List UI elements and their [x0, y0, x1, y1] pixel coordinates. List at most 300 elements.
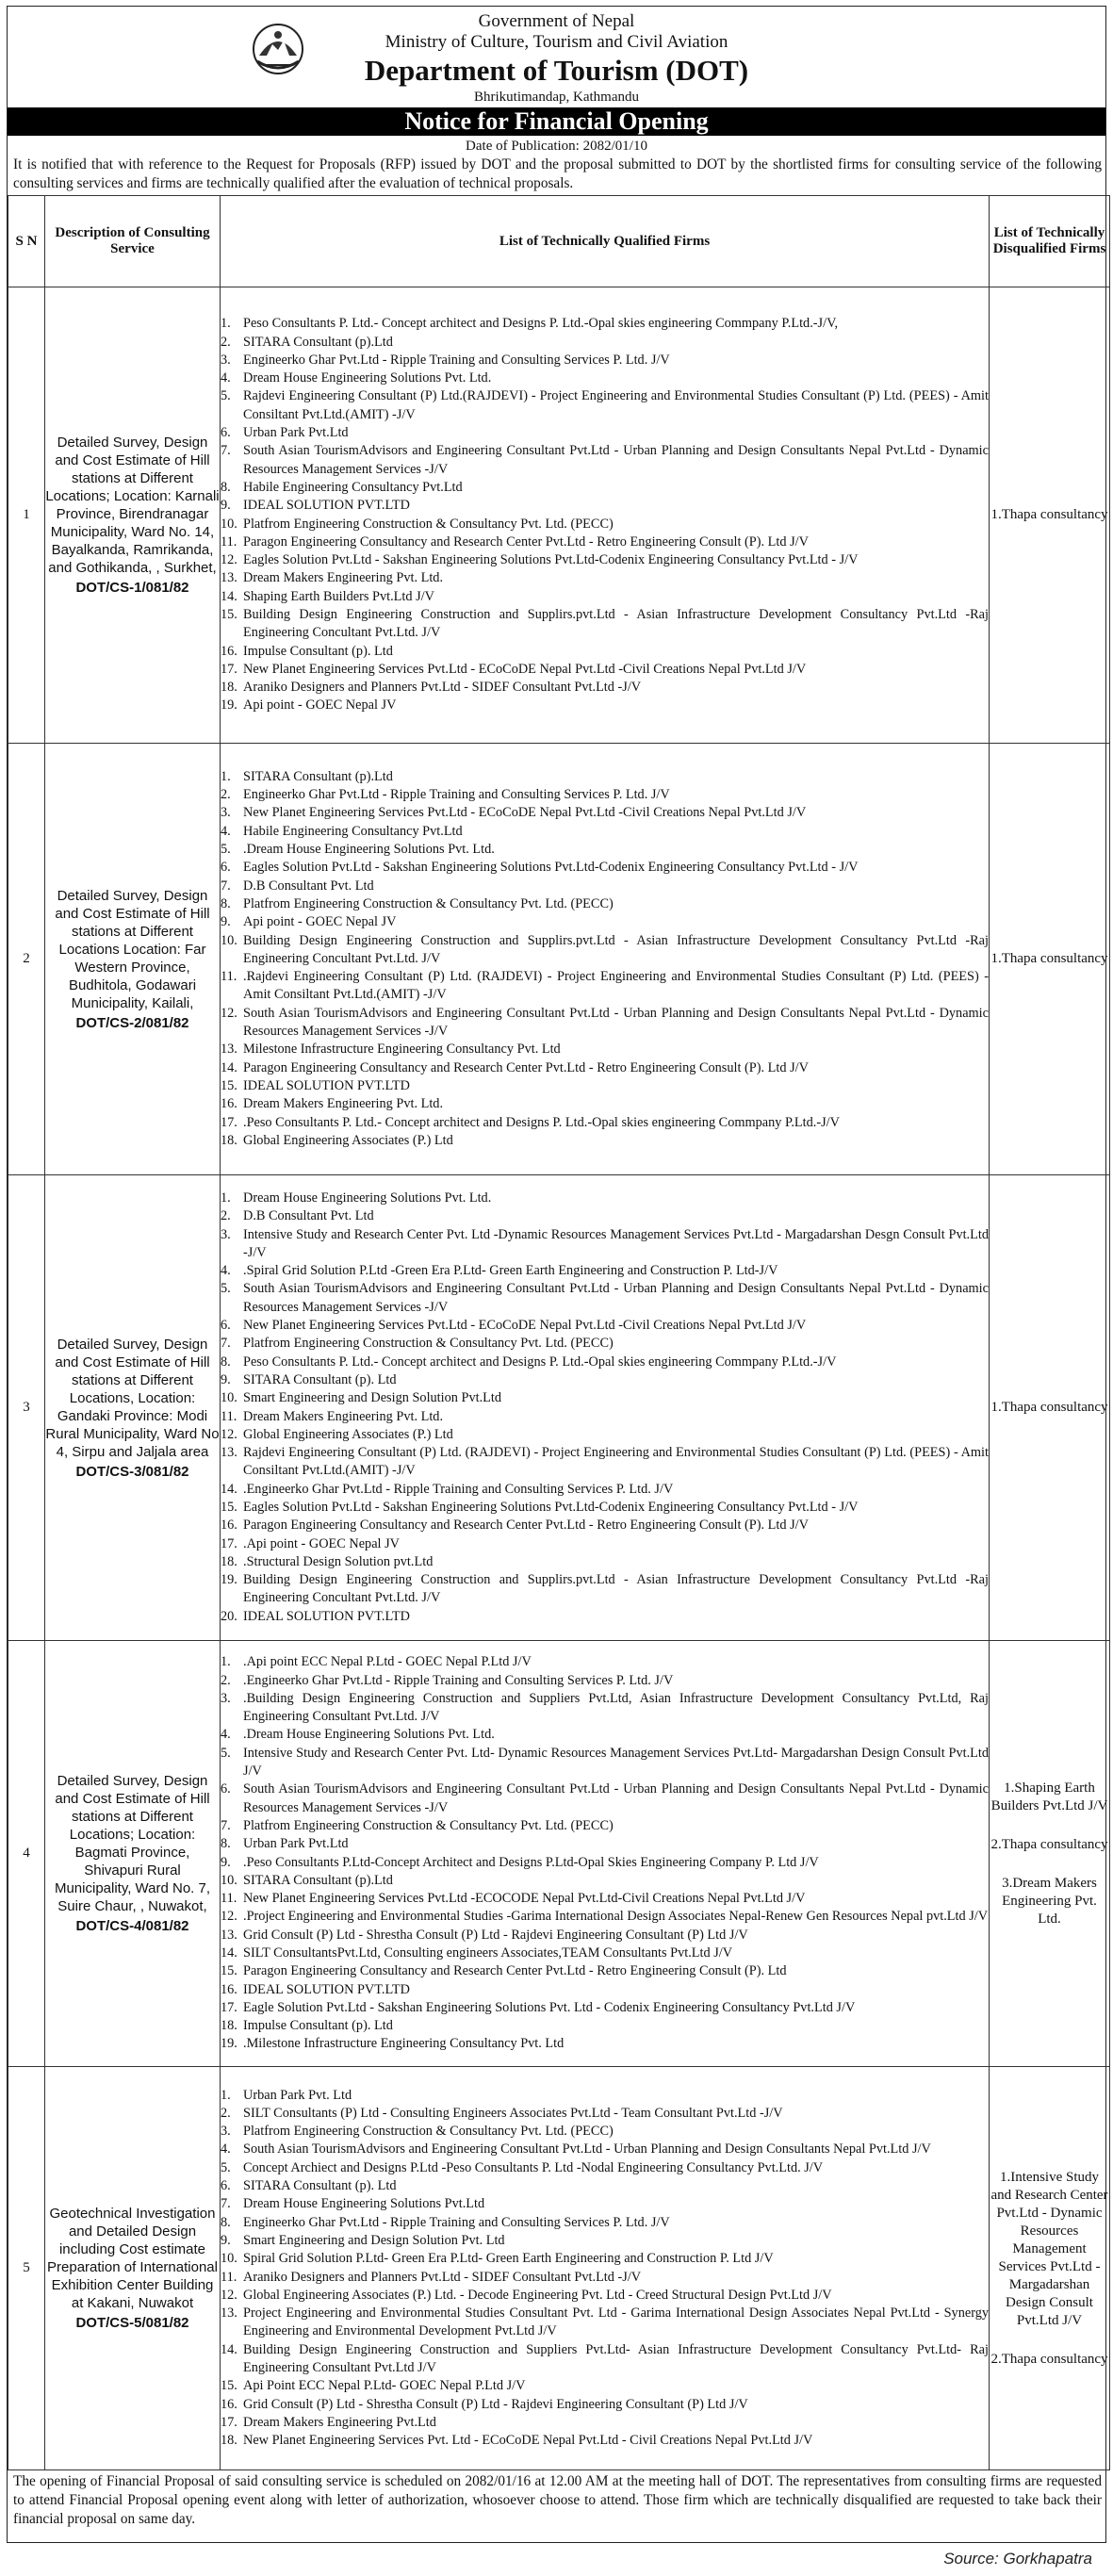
firm-number: 1. [221, 1190, 231, 1206]
list-item [221, 1517, 989, 1534]
firm-number: 16. [221, 2396, 237, 2412]
row-firms-cell [221, 287, 990, 744]
firm-number: 8. [221, 1836, 231, 1852]
row-sn: 2 [8, 744, 45, 1175]
row-description-cell [45, 744, 221, 1175]
firm-number: 16. [221, 643, 237, 659]
list-item [221, 661, 989, 679]
list-item [221, 352, 989, 369]
list-item [221, 1927, 989, 1944]
firm-number: 5. [221, 1281, 231, 1297]
table-row [8, 1641, 1110, 2067]
list-item [221, 643, 989, 661]
firm-number: 1. [221, 2087, 231, 2103]
list-item [221, 1745, 989, 1781]
firm-name: Building Design Engineering Construction and Supplirs.pvt.Ltd - Asian Infrastructure Development Consultancy Pvt.Ltd -Raj Engineering Concultant Pvt.Ltd. J/V [243, 1572, 989, 1606]
firm-name: Platfrom Engineering Construction & Consultancy Pvt. Ltd. (PECC) [243, 516, 614, 532]
firm-name: SILT ConsultantsPvt.Ltd, Consulting engineers Associates,TEAM Consultants Pvt.Ltd J/V [243, 1944, 733, 1961]
list-item [221, 1059, 989, 1077]
qualified-firm-list [221, 2087, 989, 2451]
list-item [221, 1114, 989, 1132]
firm-name: Dream Makers Engineering Pvt. Ltd. [243, 570, 444, 586]
row-firms-cell [221, 2067, 990, 2470]
firm-number: 17. [221, 1535, 237, 1551]
header-qualified-firms: List of Technically Qualified Firms [221, 196, 990, 287]
list-item [221, 2017, 989, 2035]
list-item [221, 2432, 989, 2450]
table-row [8, 2067, 1110, 2470]
firm-number: 7. [221, 1817, 231, 1833]
firm-name: Api Point ECC Nepal P.Ltd- GOEC Nepal P.Ltd J/V [243, 2378, 526, 2394]
department-address: Bhrikutimandap, Kathmandu [474, 90, 639, 105]
firm-number: 18. [221, 1132, 237, 1148]
list-item [221, 1280, 989, 1317]
firm-name: Araniko Designers and Planners Pvt.Ltd - SIDEF Consultant Pvt.Ltd -J/V [243, 2269, 642, 2285]
firm-name: .Dream House Engineering Solutions Pvt. Ltd. [243, 842, 495, 858]
list-item [221, 1890, 989, 1908]
firm-number: 3. [221, 1690, 231, 1706]
firm-name: Rajdevi Engineering Consultant (P) Ltd.(RAJDEVI) - Project Engineering and Environmental Studies Consultant (P) Ltd. (PEES) - Amit Consiltant Pvt.Ltd.(AMIT) -J/V [243, 388, 989, 422]
list-item [221, 424, 989, 442]
firm-name: Platfrom Engineering Construction & Consultancy Pvt. Ltd. (PECC) [243, 1817, 614, 1833]
firm-number: 8. [221, 2214, 231, 2230]
firm-name: IDEAL SOLUTION PVT.LTD [243, 1608, 410, 1624]
firm-name: Project Engineering and Environmental Studies Consultant Pvt. Ltd - Garima International Design Associates Nepal Pvt.Ltd - Synergy Engineering and Environmental Development Pvt.Ltd J/V [243, 2305, 989, 2339]
disqualified-firm: 1.Thapa consultancy [990, 951, 1108, 966]
list-item [221, 679, 989, 697]
table-row [8, 1175, 1110, 1641]
firm-number: 11. [221, 533, 237, 550]
list-item [221, 1780, 989, 1817]
disqualified-firm: 1.Thapa consultancy [990, 507, 1108, 522]
list-item [221, 551, 989, 569]
firm-number: 17. [221, 2414, 237, 2430]
list-item [221, 697, 989, 714]
service-description: Detailed Survey, Design and Cost Estimate of Hill stations at Different Locations; Location: Karnali Province, Birendranagar Municipality, Ward No. 14, Bayalkanda, Ramrikanda, and Gothikanda, , Surkhet, [45, 435, 220, 576]
list-item [221, 1999, 989, 2017]
row-description-cell [45, 2067, 221, 2470]
list-item [221, 315, 989, 333]
service-code: DOT/CS-4/081/82 [75, 1918, 189, 1934]
firm-name: New Planet Engineering Services Pvt.Ltd -ECOCODE Nepal Pvt.Ltd-Civil Creations Nepal Pvt.Ltd J/V [243, 1891, 806, 1907]
qualified-firm-list [221, 1190, 989, 1626]
firm-number: 10. [221, 2251, 237, 2267]
list-item [221, 1981, 989, 1999]
firm-name: Platfrom Engineering Construction & Consultancy Pvt. Ltd. (PECC) [243, 895, 614, 911]
list-item [221, 1190, 989, 1207]
publication-date: Date of Publication: 2082/01/10 [466, 139, 647, 154]
firm-name: Dream House Engineering Solutions Pvt.Ltd [243, 2196, 485, 2212]
list-item [221, 2250, 989, 2268]
list-item [221, 1608, 989, 1626]
firm-number: 19. [221, 1572, 237, 1588]
list-item [221, 1872, 989, 1890]
service-description: Detailed Survey, Design and Cost Estimate of Hill stations at Different Locations, Location: Gandaki Province: Modi Rural Municipality, Ward No 4, Sirpu and Jaljala area [45, 1336, 220, 1460]
firm-name: IDEAL SOLUTION PVT.LTD [243, 1077, 410, 1093]
list-item [221, 2123, 989, 2141]
firm-name: SILT Consultants (P) Ltd - Consulting Engineers Associates Pvt.Ltd - Team Consultant Pvt.Ltd -J/V [243, 2105, 783, 2121]
department-title: Department of Tourism (DOT) [364, 54, 749, 87]
firm-name: South Asian TourismAdvisors and Engineering Consultant Pvt.Ltd - Urban Planning and Design Consultants Nepal Pvt.Ltd J/V [243, 2141, 931, 2158]
firm-name: Dream House Engineering Solutions Pvt. Ltd. [243, 370, 492, 386]
list-item [221, 1499, 989, 1517]
firm-name: Habile Engineering Consultancy Pvt.Ltd [243, 823, 463, 839]
disqualified-firm: 3.Dream Makers Engineering Pvt. Ltd. [1002, 1875, 1097, 1927]
firm-number: 5. [221, 2159, 231, 2175]
list-item [221, 2035, 989, 2053]
firm-name: Rajdevi Engineering Consultant (P) Ltd. (RAJDEVI) - Project Engineering and Environmental Studies Consultant (P) Ltd. (PEES) - Amit Consiltant Pvt.Ltd.(AMIT) -J/V [243, 1445, 989, 1479]
row-disqualified-cell [990, 2067, 1110, 2470]
firm-number: 5. [221, 388, 231, 404]
firm-name: South Asian TourismAdvisors and Engineering Consultant Pvt.Ltd - Urban Planning and Design Consultants Nepal Pvt.Ltd - Dynamic Resources Management Services -J/V [243, 1005, 989, 1040]
list-item [221, 2269, 989, 2287]
firm-name: South Asian TourismAdvisors and Engineering Consultant Pvt.Ltd - Urban Planning and Design Consultants Nepal Pvt.Ltd - Dynamic Resources Management Services -J/V [243, 1781, 989, 1815]
qualified-firm-list [221, 315, 989, 715]
firm-number: 14. [221, 2341, 237, 2357]
notice-title-banner: Notice for Financial Opening [8, 107, 1105, 136]
firm-name: Peso Consultants P. Ltd.- Concept architect and Designs P. Ltd.-Opal skies engineering Commpany P.Ltd.-J/V, [243, 316, 839, 332]
firm-number: 13. [221, 1927, 237, 1943]
firm-name: .Dream House Engineering Solutions Pvt. Ltd. [243, 1727, 495, 1743]
list-item [221, 2141, 989, 2158]
firm-number: 19. [221, 2036, 237, 2052]
firm-name: Peso Consultants P. Ltd.- Concept architect and Designs P. Ltd.-Opal skies engineering Commpany P.Ltd.-J/V [243, 1354, 837, 1370]
row-firms-cell [221, 744, 990, 1175]
firm-name: Building Design Engineering Construction and Supplirs.pvt.Ltd - Asian Infrastructure Development Consultancy Pvt.Ltd -Raj Engineering Concultant Pvt.Ltd. J/V [243, 606, 989, 641]
firm-name: .Api point - GOEC Nepal JV [243, 1535, 400, 1551]
list-item [221, 1262, 989, 1280]
firm-name: Impulse Consultant (p). Ltd [243, 2018, 393, 2034]
firm-name: SITARA Consultant (p). Ltd [243, 1371, 397, 1387]
service-description: Detailed Survey, Design and Cost Estimate of Hill stations at Different Locations Location: Far Western Province, Budhitola, Godawari Municipality, Kailali, [55, 887, 210, 1011]
row-description-cell [45, 1641, 221, 2067]
firm-name: Araniko Designers and Planners Pvt.Ltd - SIDEF Consultant Pvt.Ltd -J/V [243, 680, 642, 696]
list-item [221, 859, 989, 877]
firm-name: SITARA Consultant (p).Ltd [243, 768, 393, 784]
firm-number: 13. [221, 570, 237, 586]
firm-number: 11. [221, 1891, 237, 1907]
firm-name: .Peso Consultants P.Ltd-Concept Architect and Designs P.Ltd-Opal Skies Engineering Company P. Ltd J/V [243, 1854, 819, 1870]
firm-name: SITARA Consultant (p). Ltd [243, 2178, 397, 2194]
firm-number: 18. [221, 2433, 237, 2449]
list-item [221, 1726, 989, 1744]
firm-number: 12. [221, 1005, 237, 1021]
firm-name: Paragon Engineering Consultancy and Research Center Pvt.Ltd - Retro Engineering Consult (P). Ltd J/V [243, 533, 809, 550]
firm-number: 12. [221, 1426, 237, 1442]
list-item [221, 533, 989, 551]
disqualified-firm: 1.Intensive Study and Research Center Pvt.Ltd - Dynamic Resources Management Services Pvt.Ltd - Margadarshan Design Consult Pvt.Ltd J/V [990, 2169, 1108, 2328]
firm-name: .Engineerko Ghar Pvt.Ltd - Ripple Training and Consulting Services P. Ltd. J/V [243, 1481, 674, 1497]
firm-number: 2. [221, 1208, 231, 1224]
row-disqualified-cell [990, 1641, 1110, 2067]
list-item [221, 1672, 989, 1690]
service-code: DOT/CS-5/081/82 [75, 2315, 189, 2331]
firm-number: 17. [221, 661, 237, 677]
table-body [8, 287, 1110, 2470]
firm-number: 1. [221, 768, 231, 784]
firm-name: Smart Engineering and Design Solution Pvt. Ltd [243, 2232, 505, 2248]
list-item [221, 2105, 989, 2123]
firm-name: D.B Consultant Pvt. Ltd [243, 1208, 374, 1224]
service-code: DOT/CS-3/081/82 [75, 1463, 189, 1480]
firm-name: Impulse Consultant (p). Ltd [243, 643, 393, 659]
firm-number: 10. [221, 1390, 237, 1406]
firm-name: Paragon Engineering Consultancy and Research Center Pvt.Ltd - Retro Engineering Consult (P). Ltd [243, 1963, 787, 1979]
firm-name: Urban Park Pvt.Ltd [243, 425, 349, 441]
list-item [221, 1854, 989, 1872]
intro-paragraph: It is notified that with reference to the Request for Proposals (RFP) issued by DOT and the proposal submitted to DOT by the shortlisted firms for consulting service of the following consulting services and firms are technically qualified after the evaluation of technical proposals. [13, 156, 1102, 191]
firm-name: Urban Park Pvt.Ltd [243, 1836, 349, 1852]
firm-number: 6. [221, 2178, 231, 2194]
list-item [221, 1371, 989, 1389]
firm-number: 2. [221, 2105, 231, 2121]
firm-name: SITARA Consultant (p).Ltd [243, 334, 393, 350]
firm-number: 12. [221, 2287, 237, 2303]
firm-name: Engineerko Ghar Pvt.Ltd - Ripple Training and Consulting Services P. Ltd. J/V [243, 2214, 670, 2230]
firm-name: Building Design Engineering Construction and Suppliers Pvt.Ltd- Asian Infrastructure Development Consultancy Pvt.Ltd- Raj Engineering Consultant Pvt.Ltd J/V [243, 2341, 989, 2375]
list-item [221, 442, 989, 479]
firm-number: 1. [221, 316, 231, 332]
row-firms-cell [221, 1175, 990, 1641]
list-item [221, 878, 989, 895]
firm-name: Eagles Solution Pvt.Ltd - Sakshan Engineering Solutions Pvt.Ltd-Codenix Engineering Consultancy Pvt.Ltd - J/V [243, 552, 859, 568]
row-sn: 3 [8, 1175, 45, 1641]
list-item [221, 841, 989, 859]
firm-name: Dream Makers Engineering Pvt.Ltd [243, 2414, 436, 2430]
firm-name: Engineerko Ghar Pvt.Ltd - Ripple Training and Consulting Services P. Ltd. J/V [243, 352, 670, 368]
list-item [221, 2305, 989, 2341]
list-item [221, 1553, 989, 1571]
list-item [221, 1444, 989, 1481]
firm-number: 2. [221, 334, 231, 350]
firm-number: 15. [221, 606, 237, 622]
firm-number: 13. [221, 2305, 237, 2322]
firm-name: Intensive Study and Research Center Pvt. Ltd -Dynamic Resources Management Services Pvt.Ltd - Margadarshan Desgn Consult Pvt.Ltd -J/V [243, 1226, 989, 1260]
firm-number: 2. [221, 1672, 231, 1688]
firm-number: 16. [221, 1981, 237, 1997]
firm-number: 5. [221, 1745, 231, 1761]
list-item [221, 768, 989, 786]
firm-name: Urban Park Pvt. Ltd [243, 2087, 352, 2103]
list-item [221, 387, 989, 424]
header-description: Description of Consulting Service [45, 196, 221, 287]
list-item [221, 2414, 989, 2432]
firm-name: .Rajdevi Engineering Consultant (P) Ltd. (RAJDEVI) - Project Engineering and Environmental Studies Consultant (P) Ltd. (PEES) - Amit Consiltant Pvt.Ltd.(AMIT) -J/V [243, 969, 989, 1003]
firm-number: 9. [221, 914, 231, 930]
list-item [221, 932, 989, 969]
firm-name: Platfrom Engineering Construction & Consultancy Pvt. Ltd. (PECC) [243, 2124, 614, 2140]
firm-name: Milestone Infrastructure Engineering Consultancy Pvt. Ltd [243, 1042, 561, 1058]
list-item [221, 2087, 989, 2105]
firm-number: 6. [221, 1318, 231, 1334]
list-item [221, 569, 989, 587]
list-item [221, 1653, 989, 1671]
firm-number: 15. [221, 1963, 237, 1979]
list-item [221, 1095, 989, 1113]
firm-name: .Engineerko Ghar Pvt.Ltd - Ripple Training and Consulting Services P. Ltd. J/V [243, 1672, 674, 1688]
row-description-cell [45, 287, 221, 744]
list-item [221, 2396, 989, 2414]
firm-number: 16. [221, 1518, 237, 1534]
list-item [221, 1354, 989, 1371]
firm-number: 5. [221, 842, 231, 858]
firm-name: Paragon Engineering Consultancy and Research Center Pvt.Ltd - Retro Engineering Consult (P). Ltd J/V [243, 1059, 809, 1075]
firm-name: New Planet Engineering Services Pvt.Ltd - ECoCoDE Nepal Pvt.Ltd -Civil Creations Nepal Pvt.Ltd J/V [243, 661, 807, 677]
firm-number: 8. [221, 1354, 231, 1370]
firm-number: 9. [221, 498, 231, 514]
list-item [221, 1481, 989, 1499]
firm-name: Api point - GOEC Nepal JV [243, 914, 397, 930]
row-sn: 1 [8, 287, 45, 744]
firm-number: 10. [221, 516, 237, 532]
list-item [221, 2195, 989, 2213]
firm-name: .Project Engineering and Environmental Studies -Garima International Design Associates Nepal-Renew Gen Resources Nepal pvt.Ltd J/V [243, 1909, 989, 1925]
firm-number: 4. [221, 1263, 231, 1279]
firm-number: 14. [221, 1481, 237, 1497]
list-item [221, 1389, 989, 1407]
firm-name: Spiral Grid Solution P.Ltd- Green Era P.Ltd- Green Earth Engineering and Construction P. Ltd J/V [243, 2251, 774, 2267]
firm-number: 4. [221, 370, 231, 386]
service-code: DOT/CS-2/081/82 [75, 1014, 189, 1031]
firm-name: Grid Consult (P) Ltd - Shrestha Consult (P) Ltd - Rajdevi Engineering Consultant (P) Ltd J/V [243, 2396, 748, 2412]
table-header-row [8, 196, 1110, 287]
firm-name: .Building Design Engineering Construction and Suppliers Pvt.Ltd, Asian Infrastructure Development Consultancy Pvt.Ltd, Raj Engineering Consultant Pvt.Ltd. J/V [243, 1690, 989, 1725]
firm-number: 11. [221, 1408, 237, 1424]
row-disqualified-cell [990, 287, 1110, 744]
list-item [221, 913, 989, 931]
list-item [221, 1041, 989, 1058]
firm-number: 10. [221, 1872, 237, 1888]
source-credit: Source: Gorkhapatra [943, 2550, 1092, 2568]
list-item [221, 1962, 989, 1980]
firm-number: 4. [221, 1727, 231, 1743]
list-item [221, 2287, 989, 2305]
firm-number: 18. [221, 1553, 237, 1569]
list-item [221, 1908, 989, 1926]
list-item [221, 516, 989, 533]
qualified-firm-list [221, 768, 989, 1150]
firm-number: 9. [221, 1371, 231, 1387]
row-disqualified-cell [990, 744, 1110, 1175]
firm-name: Api point - GOEC Nepal JV [243, 697, 397, 714]
qualified-firms-table [8, 195, 1110, 2470]
firm-name: Building Design Engineering Construction and Supplirs.pvt.Ltd - Asian Infrastructure Development Consultancy Pvt.Ltd -Raj Engineering Concultant Pvt.Ltd. J/V [243, 932, 989, 966]
list-item [221, 1690, 989, 1727]
firm-number: 18. [221, 2018, 237, 2034]
list-item [221, 968, 989, 1005]
list-item [221, 1571, 989, 1608]
firm-number: 6. [221, 425, 231, 441]
firm-name: Smart Engineering and Design Solution Pvt.Ltd [243, 1390, 502, 1406]
disqualified-firm: 1.Shaping Earth Builders Pvt.Ltd J/V [990, 1780, 1108, 1813]
list-item [221, 2232, 989, 2250]
firm-name: .Api point ECC Nepal P.Ltd - GOEC Nepal P.Ltd J/V [243, 1654, 532, 1670]
firm-name: New Planet Engineering Services Pvt. Ltd - ECoCoDE Nepal Pvt.Ltd - Civil Creations Nepal Pvt.Ltd J/V [243, 2433, 813, 2449]
row-sn: 5 [8, 2067, 45, 2470]
firm-number: 1. [221, 1654, 231, 1670]
firm-number: 17. [221, 1999, 237, 2015]
list-item [221, 823, 989, 841]
firm-name: .Milestone Infrastructure Engineering Consultancy Pvt. Ltd [243, 2036, 565, 2052]
firm-name: Global Engineering Associates (P.) Ltd [243, 1132, 453, 1148]
list-item [221, 334, 989, 352]
firm-number: 15. [221, 1077, 237, 1093]
firm-number: 9. [221, 2232, 231, 2248]
firm-number: 3. [221, 1226, 231, 1242]
firm-name: New Planet Engineering Services Pvt.Ltd - ECoCoDE Nepal Pvt.Ltd -Civil Creations Nepal Pvt.Ltd J/V [243, 1318, 807, 1334]
firm-number: 10. [221, 932, 237, 948]
firm-name: Platfrom Engineering Construction & Consultancy Pvt. Ltd. (PECC) [243, 1336, 614, 1352]
firm-name: Intensive Study and Research Center Pvt. Ltd- Dynamic Resources Management Services Pvt.Ltd- Margadarshan Design Consult Pvt.Ltd J/V [243, 1745, 989, 1780]
firm-number: 2. [221, 787, 231, 803]
firm-number: 9. [221, 1854, 231, 1870]
firm-number: 3. [221, 805, 231, 821]
list-item [221, 2341, 989, 2378]
row-disqualified-cell [990, 1175, 1110, 1641]
firm-name: Shaping Earth Builders Pvt.Ltd J/V [243, 588, 434, 604]
list-item [221, 1077, 989, 1095]
firm-number: 7. [221, 443, 231, 459]
firm-name: Engineerko Ghar Pvt.Ltd - Ripple Training and Consulting Services P. Ltd. J/V [243, 787, 670, 803]
firm-number: 15. [221, 2378, 237, 2394]
firm-number: 6. [221, 860, 231, 876]
list-item [221, 1226, 989, 1263]
service-description: Detailed Survey, Design and Cost Estimate of Hill stations at Different Locations; Location: Bagmati Province, Shivapuri Rural Municipality, Ward No. 7, Suire Chaur, , Nuwakot, [54, 1773, 211, 1914]
firm-name: Habile Engineering Consultancy Pvt.Ltd [243, 479, 463, 495]
firm-name: South Asian TourismAdvisors and Engineering Consultant Pvt.Ltd - Urban Planning and Design Consultants Nepal Pvt.Ltd - Dynamic Resources Management Services -J/V [243, 443, 989, 477]
firm-number: 20. [221, 1608, 237, 1624]
list-item [221, 1132, 989, 1150]
list-item [221, 497, 989, 515]
row-description-cell [45, 1175, 221, 1641]
table-row [8, 287, 1110, 744]
firm-name: Eagles Solution Pvt.Ltd - Sakshan Engineering Solutions Pvt.Ltd-Codenix Engineering Consultancy Pvt.Ltd - J/V [243, 1499, 859, 1515]
firm-number: 8. [221, 895, 231, 911]
row-firms-cell [221, 1641, 990, 2067]
firm-number: 15. [221, 1499, 237, 1515]
firm-number: 13. [221, 1445, 237, 1461]
firm-number: 18. [221, 680, 237, 696]
firm-name: D.B Consultant Pvt. Ltd [243, 878, 374, 894]
list-item [221, 1408, 989, 1426]
firm-number: 12. [221, 1909, 237, 1925]
firm-name: IDEAL SOLUTION PVT.LTD [243, 498, 410, 514]
firm-number: 11. [221, 969, 237, 985]
firm-name: Eagle Solution Pvt.Ltd - Sakshan Engineering Solutions Pvt. Ltd - Codenix Engineering Consultancy Pvt.Ltd J/V [243, 1999, 856, 2015]
firm-number: 14. [221, 1059, 237, 1075]
firm-name: Dream Makers Engineering Pvt. Ltd. [243, 1408, 444, 1424]
list-item [221, 1835, 989, 1853]
list-item [221, 369, 989, 387]
firm-name: .Peso Consultants P. Ltd.- Concept architect and Designs P. Ltd.-Opal skies engineering Commpany P.Ltd.-J/V [243, 1114, 840, 1130]
service-description: Geotechnical Investigation and Detailed Design including Cost estimate Preparation of International Exhibition Center Building at Kakani, Nuwakot [47, 2206, 218, 2311]
firm-name: Concept Archiect and Designs P.Ltd -Peso Consultants P. Ltd -Nodal Engineering Consultancy Pvt.Ltd. J/V [243, 2159, 824, 2175]
government-title: Government of Nepal [478, 11, 635, 31]
firm-name: Eagles Solution Pvt.Ltd - Sakshan Engineering Solutions Pvt.Ltd-Codenix Engineering Consultancy Pvt.Ltd - J/V [243, 860, 859, 876]
list-item [221, 786, 989, 804]
firm-number: 6. [221, 1781, 231, 1797]
list-item [221, 1426, 989, 1444]
firm-number: 3. [221, 2124, 231, 2140]
firm-number: 7. [221, 878, 231, 894]
firm-name: Global Engineering Associates (P.) Ltd. - Decode Engineering Pvt. Ltd - Creed Structural Design Pvt.Ltd J/V [243, 2287, 832, 2303]
firm-name: Paragon Engineering Consultancy and Research Center Pvt.Ltd - Retro Engineering Consult (P). Ltd J/V [243, 1518, 809, 1534]
notice-page [7, 6, 1106, 2543]
list-item [221, 2177, 989, 2195]
firm-number: 14. [221, 588, 237, 604]
header-sn: S N [8, 196, 45, 287]
firm-number: 11. [221, 2269, 237, 2285]
